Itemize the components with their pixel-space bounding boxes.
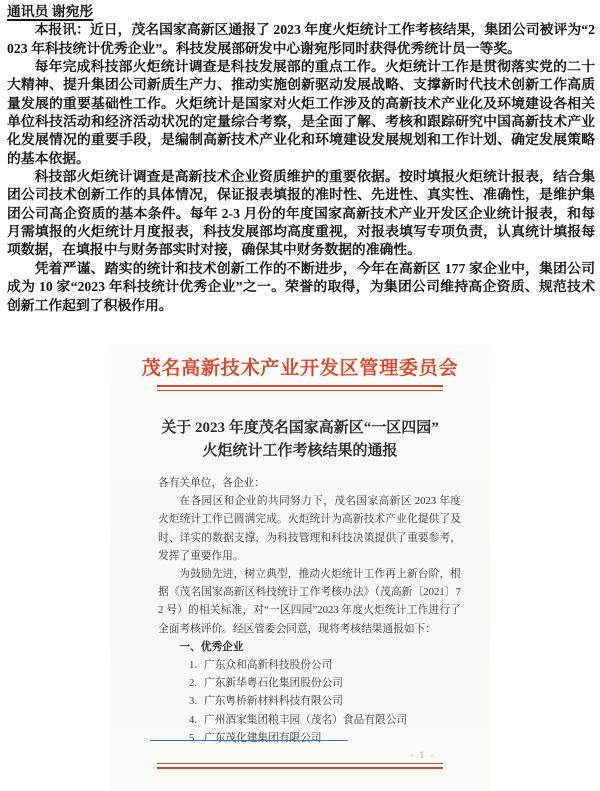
- company-number: 4.: [189, 713, 198, 726]
- company-name: 广东茂化建集团有限公司: [204, 731, 322, 744]
- company-name: 广东粤桥新材料科技有限公司: [204, 695, 343, 708]
- news-article: [7, 3, 595, 315]
- company-list: [189, 656, 461, 747]
- notice-title-line2: 火炬统计工作考核结果的通报: [202, 442, 398, 459]
- company-number: 3.: [189, 695, 198, 708]
- company-number: 1.: [189, 659, 198, 672]
- section-heading: 一、优秀企业: [179, 640, 244, 653]
- article-paragraph: 凭着严谨、踏实的统计和技术创新工作的不断进步，今年在高新区 177 家企业中，集团公司成为 10 家“2023 年科技统计优秀企业”之一。荣誉的取得，为集团公司维持高企资质、规范技术创新工作起到了积极作用。: [7, 260, 595, 313]
- article-paragraph: 本报讯：近日，茂名国家高新区通报了 2023 年度火炬统计工作考核结果，集团公司被评为“2023 年科技统计优秀企业”。科技发展部研发中心谢宛彤同时获得优秀统计员一等奖。: [7, 22, 595, 56]
- highlight-underline: [150, 740, 348, 741]
- notice-paragraph: 为鼓励先进，树立典型，推动火炬统计工作再上新台阶，根据《茂名国家高新区科技统计工作考核办法》（茂高新〔2021〕72 号）的相关标准，对“一区四园”2023 年度火炬统计工作进行了全面考核评价。经区管委会同意，现将考核结果通报如下：: [158, 568, 461, 635]
- notice-scan-image: [110, 345, 490, 791]
- company-name: 广东新华粤石化集团股份公司: [204, 677, 343, 690]
- article-byline: [7, 3, 595, 21]
- byline-text: 通讯员 谢宛彤: [7, 4, 94, 19]
- header-double-rule: [157, 385, 443, 391]
- agency-header: 茂名高新技术产业开发区管理委员会: [141, 358, 459, 379]
- footer-double-rule: [157, 763, 443, 769]
- notice-title-line1: 关于 2023 年度茂名国家高新区“一区四园”: [161, 420, 439, 436]
- company-name: 广东众和高新科技股份公司: [204, 659, 333, 672]
- page-number: - 1 -: [410, 751, 436, 761]
- company-item: [189, 656, 461, 674]
- company-number: 5.: [189, 731, 198, 744]
- notice-salutation: 各有关单位，各企业：: [158, 477, 265, 489]
- company-name: 广州酒家集团粮丰园（茂名）食品有限公司: [204, 713, 408, 726]
- article-paragraph: 科技部火炬统计调查是高新技术企业资质维护的重要依据。按时填报火炬统计报表，结合集团公司技术创新工作的具体情况，保证报表填报的准时性、先进性、真实性、准确性，是维护集团公司高企资质的基本条件。每年 2-3 月份的年度国家高新技术产业开发区企业统计报表，和每月需填报的火炬统计月度报表，科技发展部均高度重视，对报表填写专项负责，认真统计填报每项数据，在填报中与财务部实时对接，确保其中财务数据的准确性。: [7, 169, 595, 258]
- company-number: 2.: [189, 677, 198, 690]
- company-item: [189, 729, 461, 747]
- company-item: [189, 711, 461, 729]
- notice-body: [158, 474, 461, 747]
- company-item: [189, 674, 461, 692]
- company-item: [189, 692, 461, 710]
- notice-title: [110, 417, 490, 462]
- notice-paragraph: 在各园区和企业的共同努力下，茂名国家高新区 2023 年度火炬统计工作已圆满完成。火炬统计为高新技术产业化提供了及时、详实的数据支撑，为科技管理和科技决策提供了重要参考，发挥了重要作用。: [158, 495, 461, 562]
- article-paragraph: 每年完成科技部火炬统计调查是科技发展部的重点工作。火炬统计工作是贯彻落实党的二十大精神、提升集团公司新质生产力、推动实施创新驱动发展战略、支撑新时代技术创新工作高质量发展的重要基础性工作。火炬统计是国家对火炬工作涉及的高新技术产业化及环境建设各相关单位科技活动和经济活动状况的定量综合考察，是全面了解、考核和跟踪研究中国高新技术产业化发展情况的重要手段，是编制高新技术产业化和环境建设发展规划和工作计划、确定发展策略的基本依据。: [7, 59, 595, 166]
